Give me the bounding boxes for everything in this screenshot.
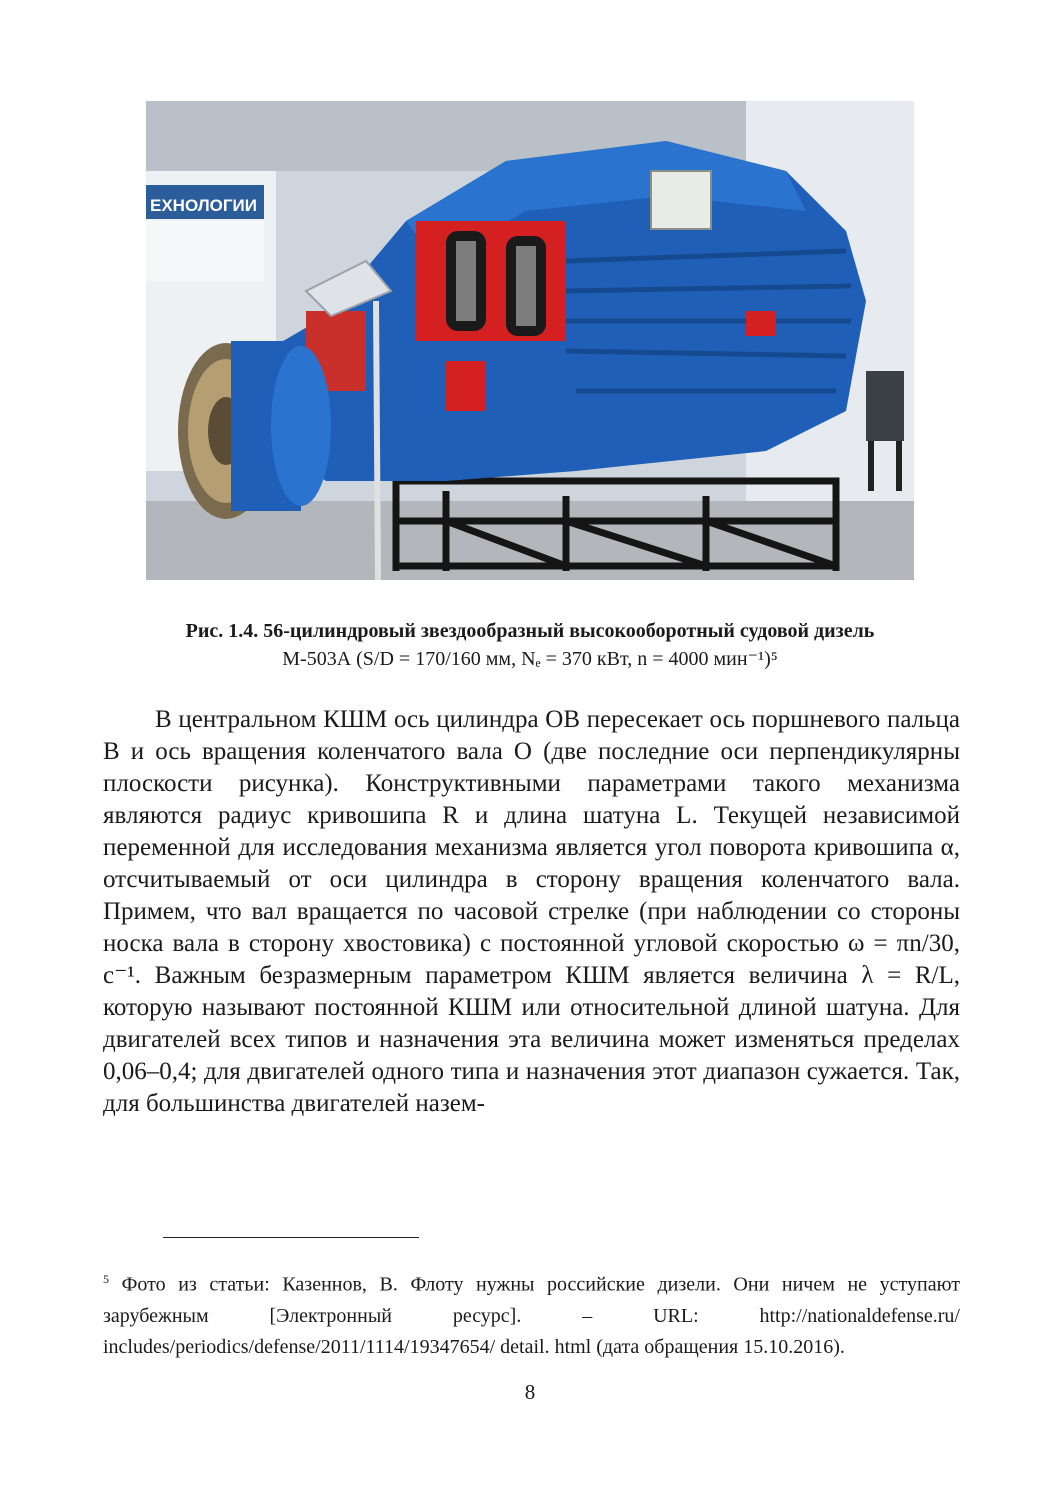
body-paragraph: В центральном КШМ ось цилиндра OB пересекает ось поршневого пальца B и ось вращения коленчатого вала O (две последние оси перпендикулярны плоскости рисунка). Конструктивными параметрами такого механизма являются радиус кривошипа R и длина шатуна L. Текущей независимой переменной для исследования механизма является угол поворота кривошипа α, отсчитываемый от оси цилиндра в сторону вращения коленчатого вала. Примем, что вал вращается по часовой стрелке (при наблюдении со стороны носка вала в сторону хвостовика) с постоянной угловой скоростью ω = πn/30, с⁻¹. Важным безразмерным параметром КШМ является величина λ = R/L, которую называют постоянной КШМ или относительной длиной шатуна. Для двигателей всех типов и назначения эта величина может изменяться пределах 0,06–0,4; для двигателей одного типа и назначения этот диапазон сужается. Так, для большинства двигателей назем- [103, 706, 960, 1117]
caption-label: Рис. 1.4. [185, 620, 259, 642]
caption-title: 56-цилиндровый звездообразный высокооборотный судовой дизель [263, 620, 875, 642]
footnote-text: Фото из статьи: Казеннов, В. Флоту нужны российские дизели. Они ничем не уступают зарубежным [Электронный ресурс]. – URL: http://nationaldefense.ru/ includes/periodics/defense/2011/1114/19347654/ detail. html (дата обращения 15.10.2016). [103, 1273, 960, 1358]
caption-line-1 [100, 617, 960, 645]
footnote-separator [163, 1237, 419, 1238]
footnote-marker: 5 [103, 1272, 109, 1286]
footnote [103, 1264, 960, 1363]
exhibit-banner-text: ЕХНОЛОГИИ [150, 196, 257, 215]
page-number: 8 [524, 1380, 536, 1404]
engine-photo-drawing [146, 101, 914, 580]
caption-line-2: М-503А (S/D = 170/160 мм, Nₑ = 370 кВт, n = 4000 мин⁻¹)⁵ [282, 648, 778, 670]
figure-caption [100, 617, 960, 673]
engine-photo [146, 101, 914, 580]
